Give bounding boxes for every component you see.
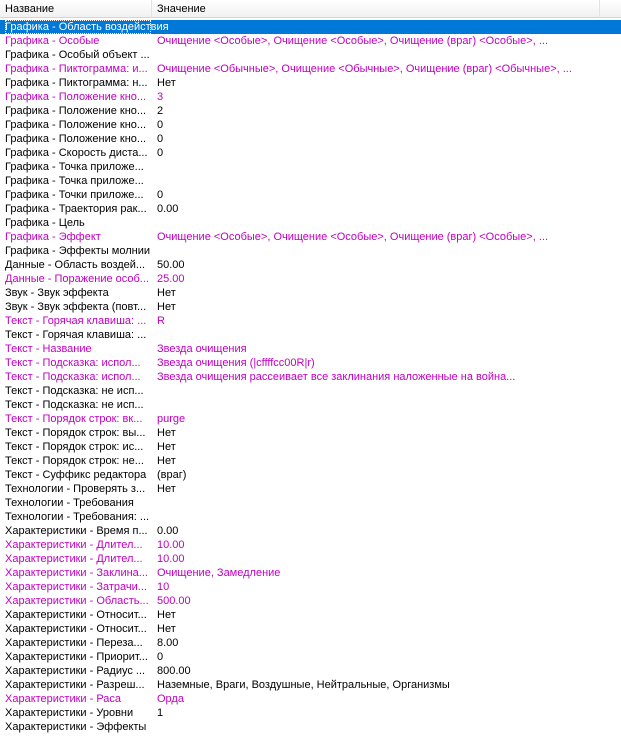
property-value: Нет xyxy=(157,427,176,439)
property-name: Характеристики - Относит... xyxy=(5,609,147,621)
property-name: Характеристики - Переза... xyxy=(5,637,143,649)
table-row[interactable] xyxy=(0,20,621,34)
property-name: Характеристики - Уровни xyxy=(5,707,134,719)
property-name: Графика - Особые xyxy=(5,35,100,47)
property-name: Графика - Траектория рак... xyxy=(5,203,147,215)
property-name: Технологии - Проверять з... xyxy=(5,483,146,495)
property-value: 8.00 xyxy=(157,637,179,649)
property-value: 0 xyxy=(157,651,164,663)
table-row[interactable] xyxy=(0,608,621,622)
table-row[interactable] xyxy=(0,216,621,230)
property-value: 50.00 xyxy=(157,259,185,271)
table-row[interactable] xyxy=(0,202,621,216)
property-value: 0.00 xyxy=(157,203,179,215)
table-row[interactable] xyxy=(0,370,621,384)
table-row[interactable] xyxy=(0,594,621,608)
property-name: Графика - Точки приложе... xyxy=(5,189,144,201)
property-value: Очищение <Обычные>, Очищение <Обычные>, Очищение (враг) <Обычные>, ... xyxy=(157,63,572,75)
property-name: Характеристики - Затрачи... xyxy=(5,581,147,593)
property-name: Текст - Подсказка: не исп... xyxy=(5,399,144,411)
table-row[interactable] xyxy=(0,272,621,286)
table-row[interactable] xyxy=(0,650,621,664)
property-value: 0 xyxy=(157,147,164,159)
table-row[interactable] xyxy=(0,552,621,566)
table-row[interactable] xyxy=(0,426,621,440)
property-value: purge xyxy=(157,413,186,425)
table-row[interactable] xyxy=(0,104,621,118)
property-value: Нет xyxy=(157,609,176,621)
property-value: 800.00 xyxy=(157,665,191,677)
property-value: 25.00 xyxy=(157,273,185,285)
table-row[interactable] xyxy=(0,454,621,468)
property-name: Характеристики - Относит... xyxy=(5,623,147,635)
table-row[interactable] xyxy=(0,412,621,426)
table-row[interactable] xyxy=(0,328,621,342)
property-value: Нет xyxy=(157,455,176,467)
property-value: Нет xyxy=(157,623,176,635)
table-row[interactable] xyxy=(0,482,621,496)
property-value: Звезда очищения xyxy=(157,343,247,355)
property-name: Графика - Скорость диста... xyxy=(5,147,148,159)
property-name: Графика - Пиктограмма: и... xyxy=(5,63,148,75)
property-value: Наземные, Враги, Воздушные, Нейтральные, Организмы xyxy=(157,679,450,691)
property-name: Текст - Название xyxy=(5,343,92,355)
property-name: Звук - Звук эффекта (повт... xyxy=(5,301,147,313)
property-value: 3 xyxy=(157,91,164,103)
table-row[interactable] xyxy=(0,118,621,132)
property-name: Характеристики - Раса xyxy=(5,693,122,705)
property-name: Текст - Горячая клавиша: ... xyxy=(5,329,147,341)
property-name: Характеристики - Заклина... xyxy=(5,567,148,579)
property-name: Текст - Порядок строк: вк... xyxy=(5,413,143,425)
table-row[interactable] xyxy=(0,132,621,146)
property-value: Очищение, Замедление xyxy=(157,567,281,579)
property-name: Текст - Порядок строк: вы... xyxy=(5,427,146,439)
property-value: 10 xyxy=(157,581,170,593)
table-row[interactable] xyxy=(0,314,621,328)
property-value: Звезда очищения (|cffffcc00R|r) xyxy=(157,357,315,369)
property-list xyxy=(0,20,621,734)
property-name: Текст - Порядок строк: не... xyxy=(5,455,144,467)
table-row[interactable] xyxy=(0,636,621,650)
property-name: Характеристики - Приорит... xyxy=(5,651,148,663)
property-name: Графика - Эффекты молнии xyxy=(5,245,150,257)
property-name: Текст - Порядок строк: ис... xyxy=(5,441,144,453)
list-header xyxy=(0,0,621,18)
table-row[interactable] xyxy=(0,342,621,356)
table-row[interactable] xyxy=(0,62,621,76)
property-value: (враг) xyxy=(157,469,187,481)
property-value: Нет xyxy=(157,301,176,313)
table-row[interactable] xyxy=(0,48,621,62)
property-value: Нет xyxy=(157,483,176,495)
property-name: Звук - Звук эффекта xyxy=(5,287,109,299)
table-row[interactable] xyxy=(0,356,621,370)
property-name: Графика - Положение кно... xyxy=(5,105,147,117)
property-value: 10.00 xyxy=(157,539,185,551)
table-row[interactable] xyxy=(0,496,621,510)
table-row[interactable] xyxy=(0,146,621,160)
property-value: Нет xyxy=(157,287,176,299)
property-name: Характеристики - Длител... xyxy=(5,539,143,551)
property-value: 0.00 xyxy=(157,525,179,537)
property-value: Очищение <Особые>, Очищение <Особые>, Очищение (враг) <Особые>, ... xyxy=(157,35,548,47)
property-name: Графика - Положение кно... xyxy=(5,133,147,145)
table-row[interactable] xyxy=(0,244,621,258)
property-name: Данные - Область воздей... xyxy=(5,259,146,271)
property-name: Графика - Положение кно... xyxy=(5,119,147,131)
table-row[interactable] xyxy=(0,678,621,692)
property-name: Характеристики - Эффекты xyxy=(5,721,147,733)
table-row[interactable] xyxy=(0,720,621,734)
property-name: Данные - Поражение особ... xyxy=(5,273,149,285)
property-value: 0 xyxy=(157,133,164,145)
table-row[interactable] xyxy=(0,580,621,594)
property-name: Технологии - Требования: ... xyxy=(5,511,150,523)
property-name: Текст - Подсказка: испол... xyxy=(5,357,141,369)
property-name: Характеристики - Разреш... xyxy=(5,679,145,691)
property-value: R xyxy=(157,315,165,327)
property-name: Текст - Подсказка: испол... xyxy=(5,371,141,383)
table-row[interactable] xyxy=(0,566,621,580)
property-value: Очищение <Особые>, Очищение <Особые>, Очищение (враг) <Особые>, ... xyxy=(157,231,548,243)
table-row[interactable] xyxy=(0,300,621,314)
table-row[interactable] xyxy=(0,76,621,90)
table-row[interactable] xyxy=(0,258,621,272)
property-name: Характеристики - Длител... xyxy=(5,553,143,565)
property-name: Графика - Область воздействия xyxy=(5,21,169,33)
property-value: 0 xyxy=(157,189,164,201)
property-value: 1 xyxy=(157,707,164,719)
property-name: Характеристики - Радиус ... xyxy=(5,665,146,677)
property-value: Нет xyxy=(157,77,176,89)
table-row[interactable] xyxy=(0,34,621,48)
property-name: Графика - Пиктограмма: н... xyxy=(5,77,148,89)
property-name: Текст - Подсказка: не исп... xyxy=(5,385,144,397)
property-name: Характеристики - Область... xyxy=(5,595,149,607)
property-value: 500.00 xyxy=(157,595,191,607)
property-name: Текст - Горячая клавиша: ... xyxy=(5,315,147,327)
property-value: Звезда очищения рассеивает все заклинания наложенные на война... xyxy=(157,371,516,383)
property-name: Графика - Цель xyxy=(5,217,85,229)
table-row[interactable] xyxy=(0,398,621,412)
table-row[interactable] xyxy=(0,286,621,300)
table-row[interactable] xyxy=(0,384,621,398)
property-value: 2 xyxy=(157,105,164,117)
table-row[interactable] xyxy=(0,90,621,104)
property-value: Нет xyxy=(157,441,176,453)
table-row[interactable] xyxy=(0,692,621,706)
property-name: Текст - Суффикс редактора xyxy=(5,469,147,481)
table-row[interactable] xyxy=(0,440,621,454)
property-value: 0 xyxy=(157,119,164,131)
table-row[interactable] xyxy=(0,706,621,720)
table-row[interactable] xyxy=(0,174,621,188)
property-name: Графика - Точка приложе... xyxy=(5,175,144,187)
property-name: Графика - Особый объект ... xyxy=(5,49,150,61)
property-value: 10.00 xyxy=(157,553,185,565)
table-row[interactable] xyxy=(0,160,621,174)
table-row[interactable] xyxy=(0,230,621,244)
table-row[interactable] xyxy=(0,622,621,636)
property-name: Графика - Точка приложе... xyxy=(5,161,144,173)
table-row[interactable] xyxy=(0,188,621,202)
table-row[interactable] xyxy=(0,510,621,524)
table-row[interactable] xyxy=(0,538,621,552)
property-name: Технологии - Требования xyxy=(5,497,134,509)
property-value: Орда xyxy=(157,693,184,705)
column-header-name[interactable]: Название xyxy=(0,0,152,18)
table-row[interactable] xyxy=(0,664,621,678)
property-name: Графика - Положение кно... xyxy=(5,91,147,103)
property-name: Графика - Эффект xyxy=(5,231,101,243)
column-header-value[interactable]: Значение xyxy=(152,0,600,18)
table-row[interactable] xyxy=(0,468,621,482)
table-row[interactable] xyxy=(0,524,621,538)
property-name: Характеристики - Время п... xyxy=(5,525,148,537)
